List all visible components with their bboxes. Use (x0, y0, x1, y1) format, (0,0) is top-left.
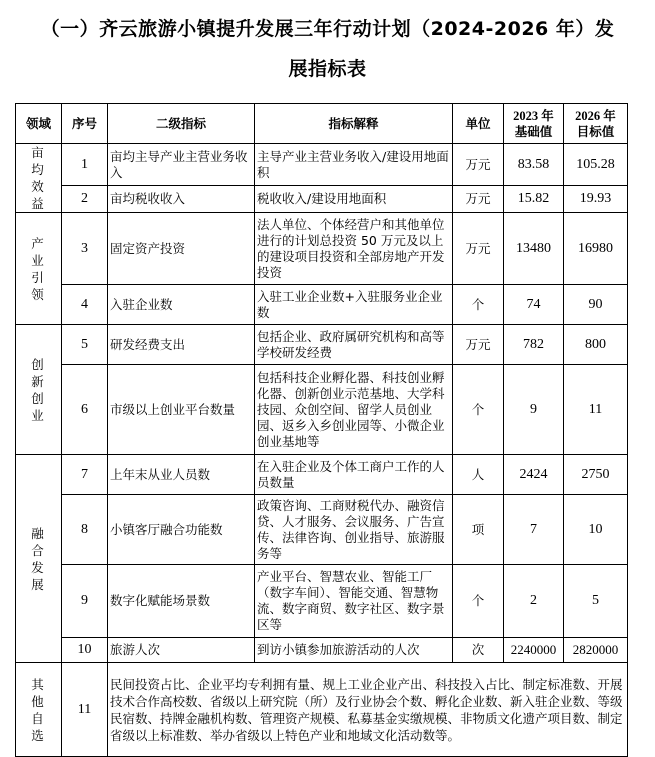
domain-label-line2: 引领 (31, 269, 46, 302)
explanation-cell: 入驻工业企业数+入驻服务业企业数 (255, 285, 453, 325)
explanation-cell: 税收收入/建设用地面积 (255, 186, 453, 213)
target-value-cell: 11 (564, 365, 628, 455)
unit-cell: 个 (453, 565, 504, 638)
header-seq: 序号 (62, 104, 108, 144)
header-unit: 单位 (453, 104, 504, 144)
indicator-cell: 入驻企业数 (108, 285, 255, 325)
header-base-year: 2023 年 (513, 108, 554, 123)
table-row (16, 285, 628, 325)
other-indicators-cell: 民间投资占比、企业平均专利拥有量、规上工业企业产出、科技投入占比、制定标准数、开展技术合作高校数、省级以上研究院（所）及行业协会个数、孵化企业数、新入驻企业数、等级民宿数、持牌金融机构数、管理资产规模、私募基金实缴规模、非物质文化遗产项目数、制定省级以上标准数、举办省级以上特色产业和地域文化活动数等。 (108, 663, 628, 757)
table-row (16, 663, 628, 757)
header-indicator: 二级指标 (108, 104, 255, 144)
header-base-label: 基础值 (514, 123, 553, 139)
domain-label-line1: 亩均 (31, 145, 46, 177)
seq-cell: 2 (62, 186, 108, 213)
unit-cell: 个 (453, 365, 504, 455)
target-value-cell: 16980 (564, 213, 628, 285)
explanation-cell: 主导产业主营业务收入/建设用地面积 (255, 144, 453, 186)
indicator-cell: 固定资产投资 (108, 213, 255, 285)
indicator-cell: 数字化赋能场景数 (108, 565, 255, 638)
title-line-2: 展指标表 (288, 58, 367, 80)
seq-cell: 1 (62, 144, 108, 186)
indicator-cell: 旅游人次 (108, 638, 255, 663)
base-value-cell: 15.82 (504, 186, 564, 213)
base-value-cell: 782 (504, 325, 564, 365)
header-target-year: 2026 年 (575, 108, 616, 123)
target-value-cell: 90 (564, 285, 628, 325)
table-row (16, 495, 628, 565)
base-value-cell: 74 (504, 285, 564, 325)
seq-cell: 4 (62, 285, 108, 325)
explanation-cell: 法人单位、个体经营户和其他单位进行的计划总投资 50 万元及以上的建设项目投资和全部房地产开发投资 (255, 213, 453, 285)
unit-cell: 万元 (453, 186, 504, 213)
explanation-cell: 政策咨询、工商财税代办、融资信贷、人才服务、会议服务、广告宣传、法律咨询、创业指导、旅游服务等 (255, 495, 453, 565)
table-row (16, 186, 628, 213)
unit-cell: 万元 (453, 325, 504, 365)
domain-label-line1: 其他 (31, 676, 46, 709)
unit-cell: 人 (453, 455, 504, 495)
target-value-cell: 2820000 (564, 638, 628, 663)
header-explanation: 指标解释 (255, 104, 453, 144)
indicator-table (15, 103, 628, 757)
table-row (16, 144, 628, 186)
unit-cell: 个 (453, 285, 504, 325)
domain-cell (16, 663, 62, 757)
base-value-cell: 9 (504, 365, 564, 455)
table-row (16, 455, 628, 495)
base-value-cell: 2 (504, 565, 564, 638)
target-value-cell: 105.28 (564, 144, 628, 186)
unit-cell: 项 (453, 495, 504, 565)
indicator-cell: 小镇客厅融合功能数 (108, 495, 255, 565)
domain-label-line2: 发展 (31, 559, 46, 592)
header-target (564, 104, 628, 144)
seq-cell: 3 (62, 213, 108, 285)
header-row (16, 104, 628, 144)
seq-cell: 6 (62, 365, 108, 455)
target-value-cell: 10 (564, 495, 628, 565)
domain-label-line2: 创业 (31, 390, 46, 423)
base-value-cell: 7 (504, 495, 564, 565)
table-row (16, 365, 628, 455)
explanation-cell: 包括企业、政府属研究机构和高等学校研发经费 (255, 325, 453, 365)
unit-cell: 次 (453, 638, 504, 663)
unit-cell: 万元 (453, 144, 504, 186)
explanation-cell: 在入驻企业及个体工商户工作的人员数量 (255, 455, 453, 495)
title-line-1: （一）齐云旅游小镇提升发展三年行动计划（2024-2026 年）发 (40, 18, 615, 40)
table-row (16, 213, 628, 285)
table-row (16, 565, 628, 638)
explanation-cell: 到访小镇参加旅游活动的人次 (255, 638, 453, 663)
target-value-cell: 5 (564, 565, 628, 638)
table-row (16, 638, 628, 663)
domain-cell (16, 325, 62, 455)
indicator-cell: 亩均税收收入 (108, 186, 255, 213)
explanation-cell: 产业平台、智慧农业、智能工厂（数字车间）、智能交通、智慧物流、数字商贸、数字社区、数字景区等 (255, 565, 453, 638)
target-value-cell: 800 (564, 325, 628, 365)
domain-cell (16, 213, 62, 325)
seq-cell: 11 (62, 663, 108, 757)
domain-label-line2: 自选 (31, 710, 46, 743)
domain-label-line1: 创新 (31, 356, 46, 389)
explanation-cell: 包括科技企业孵化器、科技创业孵化器、创新创业示范基地、大学科技园、众创空间、留学人员创业园、返乡入乡创业园等、小微企业创业基地等 (255, 365, 453, 455)
domain-label-line1: 产业 (31, 235, 46, 268)
domain-label-line2: 效益 (31, 179, 46, 211)
indicator-cell: 亩均主导产业主营业务收入 (108, 144, 255, 186)
base-value-cell: 2424 (504, 455, 564, 495)
target-value-cell: 19.93 (564, 186, 628, 213)
indicator-cell: 上年末从业人员数 (108, 455, 255, 495)
seq-cell: 5 (62, 325, 108, 365)
unit-cell: 万元 (453, 213, 504, 285)
document-title (0, 10, 655, 88)
header-domain: 领域 (16, 104, 62, 144)
seq-cell: 8 (62, 495, 108, 565)
seq-cell: 7 (62, 455, 108, 495)
indicator-cell: 市级以上创业平台数量 (108, 365, 255, 455)
seq-cell: 10 (62, 638, 108, 663)
base-value-cell: 83.58 (504, 144, 564, 186)
base-value-cell: 13480 (504, 213, 564, 285)
target-value-cell: 2750 (564, 455, 628, 495)
header-target-label: 目标值 (576, 123, 615, 139)
base-value-cell: 2240000 (504, 638, 564, 663)
indicator-cell: 研发经费支出 (108, 325, 255, 365)
domain-label-line1: 融合 (31, 525, 46, 558)
domain-cell (16, 144, 62, 213)
seq-cell: 9 (62, 565, 108, 638)
header-base (504, 104, 564, 144)
domain-cell (16, 455, 62, 663)
table-row (16, 325, 628, 365)
